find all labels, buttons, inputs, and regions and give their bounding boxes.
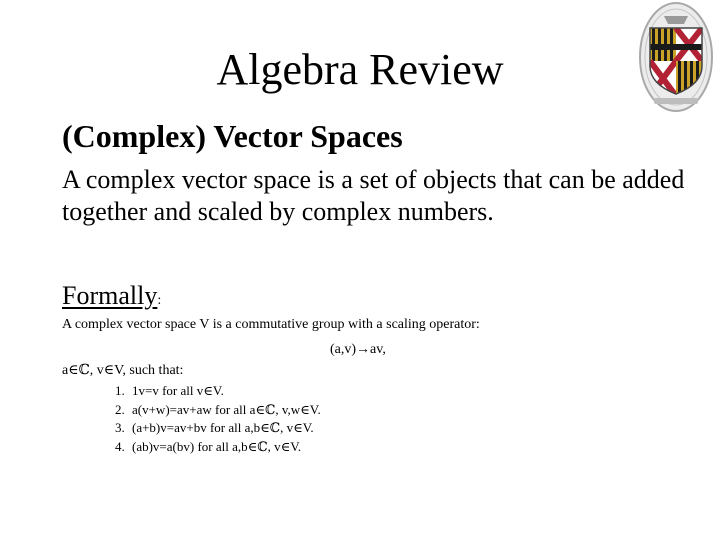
section-heading: (Complex) Vector Spaces: [62, 118, 403, 154]
axiom-number: 3.: [115, 420, 125, 435]
axiom-text: 1v=v for all v∈V.: [132, 383, 224, 398]
list-item: [115, 382, 321, 401]
list-item: [115, 438, 321, 457]
axiom-number: 1.: [115, 383, 125, 398]
formally-label-row: [62, 280, 161, 317]
axiom-text: a(v+w)=av+aw for all a∈ℂ, v,w∈V.: [132, 401, 321, 417]
intro-paragraph: A complex vector space is a set of objects that can be added together and scaled by complex numbers.: [62, 165, 685, 226]
slide-title: Algebra Review: [216, 45, 504, 94]
list-item: [115, 401, 321, 420]
axiom-number: 2.: [115, 401, 125, 417]
formally-colon: :: [157, 293, 162, 308]
axiom-list: [115, 382, 321, 456]
scaling-operator: (a,v)→av,: [330, 342, 386, 357]
formally-label: Formally: [62, 281, 158, 310]
axiom-number: 4.: [115, 438, 125, 454]
axiom-text: (a+b)v=av+bv for all a,b∈ℂ, v∈V.: [132, 420, 314, 435]
list-item: [115, 419, 321, 438]
definition-text: A complex vector space V is a commutative group with a scaling operator:: [62, 317, 480, 332]
condition-text: a∈ℂ, v∈V, such that:: [62, 363, 184, 378]
axiom-text: (ab)v=a(bv) for all a,b∈ℂ, v∈V.: [132, 438, 302, 454]
